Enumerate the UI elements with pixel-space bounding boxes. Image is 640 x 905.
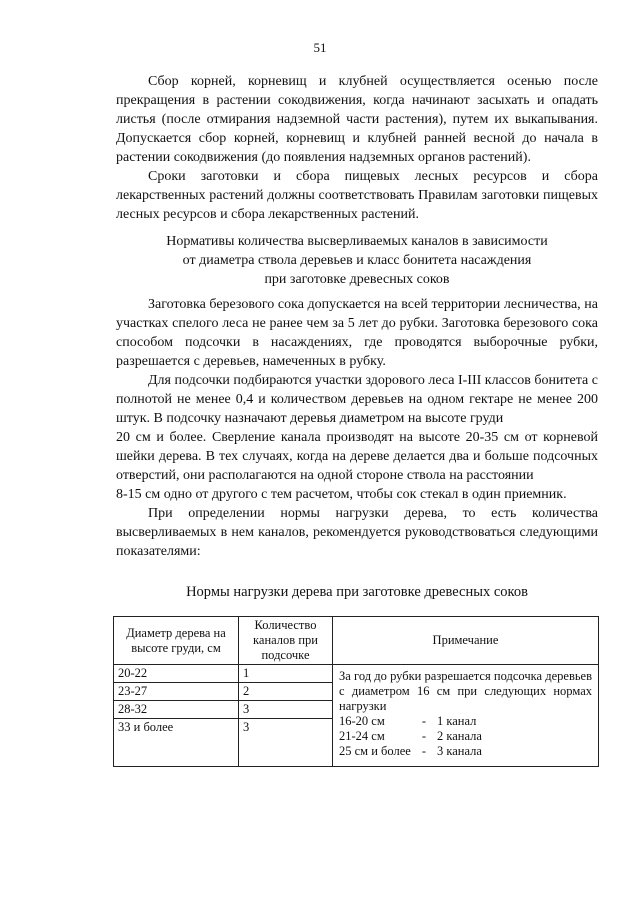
note-dash: - [421, 729, 427, 743]
heading-line: от диаметра ствола деревьев и класс бонитета насаждения [182, 253, 532, 268]
heading-line: Нормативы количества высверливаемых каналов в зависимости [166, 234, 548, 249]
heading-line: при заготовке древесных соков [264, 272, 450, 287]
main-text [116, 295, 598, 561]
note-value: 1 канал [437, 714, 477, 728]
cell-diameter: 20-22 [114, 665, 239, 683]
section-heading [116, 232, 598, 289]
intro-text [116, 72, 598, 224]
norms-table [113, 616, 599, 767]
header-channels: Количество каналов при подсочке [239, 617, 333, 665]
paragraph: При определении нормы нагрузки дерева, то есть количества высверливаемых в нем каналов, рекомендуется руководствоваться следующими показателями: [116, 506, 598, 559]
cell-channels: 3 [239, 701, 333, 719]
table-header-row [114, 617, 599, 665]
note-text: За год до рубки разрешается подсочка деревьев с диаметром 16 см при следующих нормах нагрузки [339, 669, 592, 713]
header-note: Примечание [333, 617, 599, 665]
note-item [339, 714, 592, 729]
note-dash: - [421, 714, 427, 728]
note-item [339, 744, 592, 759]
cell-channels: 3 [239, 719, 333, 767]
page-number: 51 [313, 40, 327, 55]
cell-note [333, 665, 599, 767]
cell-channels: 2 [239, 683, 333, 701]
cell-diameter: 33 и более [114, 719, 239, 767]
paragraph: 8-15 см одно от другого с тем расчетом, чтобы сок стекал в один приемник. [116, 487, 567, 502]
note-range: 21-24 см [339, 729, 385, 743]
cell-diameter: 28-32 [114, 701, 239, 719]
paragraph: 20 см и более. Сверление канала производят на высоте 20-35 см от корневой шейки дерева. В тех случаях, когда на дереве делается два и больше подсочных отверстий, они располагаются на одной стороне ствола на расстоянии [116, 430, 598, 483]
note-item [339, 729, 592, 744]
note-value: 2 канала [437, 729, 482, 743]
paragraph: Заготовка березового сока допускается на всей территории лесничества, на участках спелого леса не ранее чем за 5 лет до рубки. Заготовка березового сока способом подсочки в насаждениях, где проводятся выборочные рубки, разрешается с деревьев, намеченных в рубку. [116, 297, 598, 369]
cell-diameter: 23-27 [114, 683, 239, 701]
paragraph: Сбор корней, корневищ и клубней осуществляется осенью после прекращения в растении сокодвижения, когда начинают засыхать и опадать листья (после отмирания надземной части растения), путем их выкапывания. Допускается сбор корней, корневищ и клубней ранней весной до начала в растении сокодвижения (до появления надземных органов растений). [116, 74, 598, 165]
note-value: 3 канала [437, 744, 482, 758]
note-range: 16-20 см [339, 714, 385, 728]
header-diameter: Диаметр дерева на высоте груди, см [114, 617, 239, 665]
note-range: 25 см и более [339, 744, 411, 758]
table-row [114, 665, 599, 683]
paragraph: Для подсочки подбираются участки здорового леса I-III классов бонитета с полнотой не менее 0,4 и количеством деревьев на одном гектаре не менее 200 штук. В подсочку назначают деревья диаметром на высоте груди [116, 373, 598, 426]
table-title: Нормы нагрузки дерева при заготовке древесных соков [186, 584, 528, 600]
paragraph: Сроки заготовки и сбора пищевых лесных ресурсов и сбора лекарственных растений должны соответствовать Правилам заготовки пищевых лесных ресурсов и сбора лекарственных растений. [116, 169, 598, 222]
note-dash: - [421, 744, 427, 758]
cell-channels: 1 [239, 665, 333, 683]
